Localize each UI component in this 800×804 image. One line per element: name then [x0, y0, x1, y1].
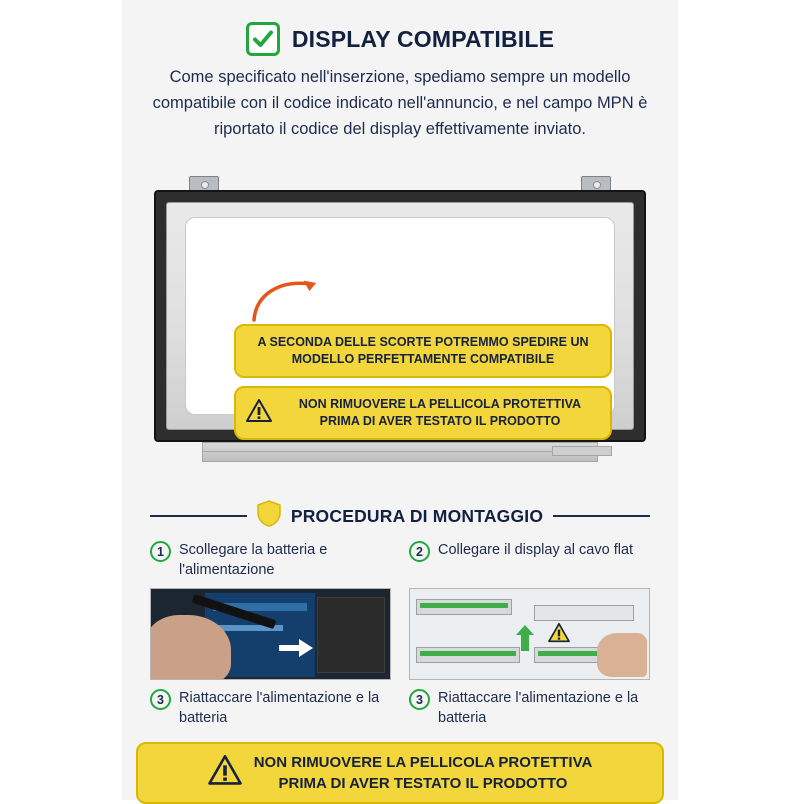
footer-warning-banner [136, 742, 664, 804]
white-arrow-icon [279, 639, 313, 657]
hand-shape [150, 615, 231, 680]
procedure-steps [150, 540, 650, 736]
step-text-3b: Riattaccare l'alimentazione e la batteria [438, 690, 639, 726]
battery-shape [317, 597, 385, 673]
step-text-1: Scollegare la batteria e l'alimentazione [179, 542, 328, 578]
step-column-1 [150, 540, 391, 736]
step-number-3b: 3 [409, 689, 430, 710]
connector-shape-1 [416, 599, 512, 615]
warning-triangle-icon [208, 755, 242, 791]
steps-row-top [150, 540, 650, 736]
display-illustration [154, 176, 646, 478]
step-number-1: 1 [150, 541, 171, 562]
step-text-2: Collegare il display al cavo flat [438, 542, 634, 558]
footer-line-2: PRIMA DI AVER TESTATO IL PRODOTTO [278, 775, 568, 792]
content-sheet [122, 0, 678, 800]
display-bottom-strip [202, 442, 598, 462]
green-up-arrow-icon [516, 625, 534, 651]
connector-shape-4 [534, 605, 634, 621]
step-number-3a: 3 [150, 689, 171, 710]
display-bezel [154, 190, 646, 442]
divider-left [150, 515, 247, 517]
header [122, 22, 678, 56]
intro-paragraph: Come specificato nell'inserzione, spediamo sempre un modello compatibile con il codice indicato nell'annuncio, e nel campo MPN è riportato il codice del display effettivamente inviato. [152, 68, 648, 138]
connector-shape-2 [416, 647, 520, 663]
screen-surface [185, 217, 615, 428]
step-header-3a [150, 688, 391, 736]
thumb-shape [597, 633, 647, 677]
page-title: DISPLAY COMPATIBILE [291, 25, 555, 52]
display-screen [166, 202, 634, 430]
step-text-3a: Riattaccare l'alimentazione e la batteria [179, 690, 380, 726]
footer-warning-text [254, 752, 593, 794]
step-header-3b [409, 688, 650, 736]
divider-right [553, 515, 650, 517]
step-header-2 [409, 540, 650, 588]
protective-film-note [234, 386, 612, 440]
compatibility-note: A SECONDA DELLE SCORTE POTREMMO SPEDIRE UN MODELLO PERFETTAMENTE COMPATIBILE [234, 324, 612, 378]
green-check-icon [246, 22, 280, 56]
curved-arrow-icon [250, 276, 320, 322]
step-header-1 [150, 540, 391, 588]
procedure-heading [150, 500, 650, 532]
warning-triangle-icon [246, 399, 272, 428]
protective-film-note-text: NON RIMUOVERE LA PELLICOLA PROTETTIVA PRIMA DI AVER TESTATO IL PRODOTTO [298, 397, 582, 428]
display-flat-cable [552, 446, 612, 456]
step-number-2: 2 [409, 541, 430, 562]
flat-cable-connector-photo [409, 588, 650, 680]
procedure-title: PROCEDURA DI MONTAGGIO [290, 505, 544, 526]
warning-triangle-icon [548, 623, 570, 648]
step-column-2 [409, 540, 650, 736]
laptop-internals-photo [150, 588, 391, 680]
footer-line-1: NON RIMUOVERE LA PELLICOLA PROTETTIVA [253, 754, 593, 771]
shield-icon [257, 500, 281, 532]
